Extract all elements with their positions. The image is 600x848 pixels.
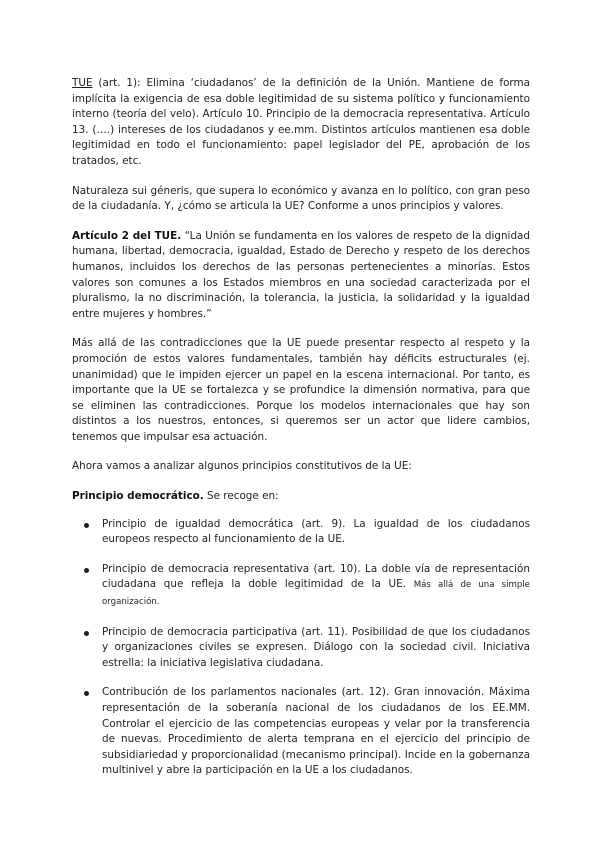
bullet-icon (84, 568, 89, 573)
paragraph-contradicciones: Más allá de las contradicciones que la UE puede presentar respecto al respeto y la promoción de estos valores fundamentales, también hay déficits estructurales (ej. unanimidad) que le impiden ejercer un papel en la escena internacional. Por tanto, es importante que la UE se fortalezca y se profundice la dimensión normativa, para que se eliminen las contradicciones. Porque los modelos internacionales que hay son distintos a los nuestros, entonces, si queremos ser un actor que lidere cambios, tenemos que impulsar esa actuación. (72, 337, 530, 443)
paragraph-naturaleza: Naturaleza sui géneris, que supera lo económico y avanza en lo político, con gran peso de la ciudadanía. Y, ¿cómo se articula la UE? Conforme a unos principios y valores. (72, 184, 530, 213)
list-item-text: Principio de democracia participativa (art. 11). Posibilidad de que los ciudadanos y organizaciones civiles se expresen. Diálogo con la sociedad civil. Iniciativa estrella: la iniciativa legislativa ciudadana. (102, 625, 530, 669)
list-item (72, 517, 530, 548)
list-item-text: Principio de igualdad democrática (art. 9). La igualdad de los ciudadanos europeos respecto al funcionamiento de la UE. (102, 517, 530, 546)
articulo-2-heading: Artículo 2 del TUE. (72, 229, 182, 242)
list-item (72, 625, 530, 672)
list-item (72, 562, 530, 611)
list-item (72, 685, 530, 779)
paragraph-tue (72, 76, 530, 170)
principles-list (72, 517, 530, 779)
principio-democratico-heading: Principio democrático. (72, 490, 204, 503)
bullet-icon (84, 691, 89, 696)
paragraph-tue-text: (art. 1): Elimina ‘ciudadanos’ de la definición de la Unión. Mantiene de forma implícita la exigencia de esa doble legitimidad de su sistema político y funcionamiento interno (teoría del velo). Artículo 10. Principio de la democracia representativa. Artículo 13. (….) intereses de los ciudadanos y ee.mm. Distintos artículos mantienen esa doble legitimidad en todo el funcionamiento: papel legislador del PE, aprobación de los tratados, etc. (72, 77, 530, 167)
bullet-icon (84, 523, 89, 528)
list-item-text: Contribución de los parlamentos nacionales (art. 12). Gran innovación. Máxima representación de la soberanía nacional de los ciudadanos de los EE.MM. Controlar el ejercicio de las competencias europeas y velar por la transferencia de nuevas. Procedimiento de alerta temprana en el ejercicio del principio de subsidiariedad y proporcionalidad (mecanismo principal). Incide en la gobernanza multinivel y abre la participación en la UE a los ciudadanos. (102, 686, 530, 777)
principio-democratico-text: Se recoge en: (203, 490, 279, 503)
paragraph-articulo-2 (72, 229, 530, 323)
document-page (72, 76, 530, 793)
tue-underlined-label: TUE (72, 77, 93, 89)
list-item-small-note: Más allá de una simple organización. (102, 580, 530, 608)
bullet-icon (84, 631, 89, 636)
paragraph-principio-democratico (72, 489, 530, 505)
articulo-2-text: “La Unión se fundamenta en los valores de respeto de la dignidad humana, libertad, democracia, igualdad, Estado de Derecho y respeto de los derechos humanos, incluidos los derechos de las personas pertenecientes a minorías. Estos valores son comunes a los Estados miembros en una sociedad caracterizada por el pluralismo, la no discriminación, la tolerancia, la justicia, la solidaridad y la igualdad entre mujeres y hombres.” (72, 229, 530, 320)
list-item-text: Principio de democracia representativa (art. 10). La doble vía de representación ciudadana que refleja la doble legitimidad de la UE. (102, 562, 530, 591)
paragraph-principios-intro: Ahora vamos a analizar algunos principios constitutivos de la UE: (72, 460, 412, 473)
